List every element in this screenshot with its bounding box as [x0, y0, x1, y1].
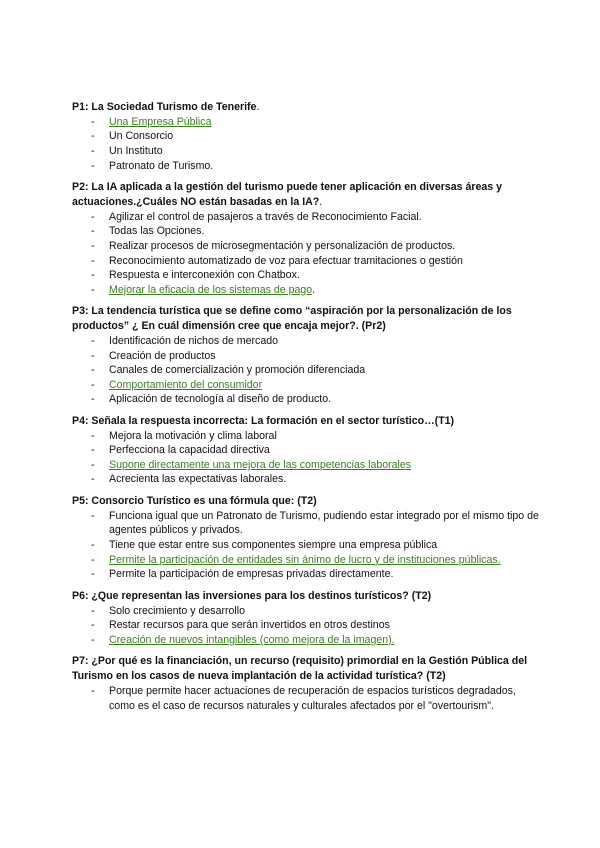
answer-option — [72, 129, 542, 144]
answer-text: Patronato de Turismo. — [109, 159, 214, 172]
question-title — [72, 180, 542, 210]
question-title-tail: . — [256, 101, 260, 113]
answer-text: Mejora la motivación y clima laboral — [109, 429, 277, 442]
answer-option — [72, 604, 542, 619]
question-block — [72, 414, 542, 487]
answer-list — [72, 684, 542, 713]
question-title-text: P4: Señala la respuesta incorrecta: La formación en el sector turístico…(T1) — [72, 414, 455, 427]
answer-option — [72, 224, 542, 239]
answer-option — [72, 458, 542, 473]
answer-option — [72, 268, 542, 283]
dash-bullet: - — [91, 539, 95, 552]
dash-bullet: - — [91, 685, 95, 697]
answer-option — [72, 239, 542, 254]
answer-text: Creación de productos — [109, 349, 216, 362]
dash-bullet: - — [91, 444, 95, 457]
answer-option — [72, 363, 542, 378]
question-title — [72, 654, 542, 684]
answer-option — [72, 144, 542, 159]
answer-text: Perfecciona la capacidad directiva — [109, 444, 270, 457]
dash-bullet: - — [91, 473, 95, 486]
dash-bullet: - — [91, 349, 95, 362]
dash-bullet: - — [91, 429, 95, 442]
answer-option — [72, 472, 542, 487]
answer-option — [72, 349, 542, 364]
answer-option — [72, 567, 542, 582]
question-block — [72, 304, 542, 407]
dash-bullet: - — [91, 159, 95, 172]
answer-list — [72, 210, 542, 298]
answer-text-correct: Una Empresa Pública — [109, 115, 212, 128]
dash-bullet: - — [91, 604, 95, 617]
answer-text: Un Instituto — [109, 144, 163, 157]
answer-text: Tiene que estar entre sus componentes siempre una empresa pública — [109, 539, 438, 552]
dash-bullet: - — [91, 458, 95, 471]
answer-list — [72, 509, 542, 582]
answer-text: Solo crecimiento y desarrollo — [109, 604, 246, 617]
dash-bullet: - — [91, 210, 95, 223]
answer-list — [72, 604, 542, 648]
answer-text: Realizar procesos de microsegmentación y personalización de productos. — [109, 239, 456, 252]
answer-option — [72, 538, 542, 553]
answer-option — [72, 684, 542, 713]
dash-bullet: - — [91, 509, 95, 522]
question-title-text: P5: Consorcio Turístico es una fórmula que: (T2) — [72, 495, 317, 508]
question-title — [72, 100, 542, 115]
answer-option — [72, 159, 542, 174]
answer-option — [72, 210, 542, 225]
answer-option — [72, 553, 542, 568]
question-title-text: P3: La tendencia turística que se define como “aspiración por la personalización de los productos” ¿ En cuál dimensión cree que encaja mejor?. (Pr2) — [72, 305, 512, 333]
dash-bullet: - — [91, 553, 95, 566]
dash-bullet: - — [91, 254, 95, 267]
dash-bullet: - — [91, 633, 95, 646]
answer-text: Reconocimiento automatizado de voz para efectuar tramitaciones o gestión — [109, 254, 463, 267]
answer-text-correct: Mejorar la eficacia de los sistemas de pago — [109, 283, 313, 296]
answer-option — [72, 254, 542, 269]
answer-text: Porque permite hacer actuaciones de recuperación de espacios turísticos degradados, como es el caso de recursos naturales y culturales afectados por el "overtourism". — [109, 685, 516, 712]
answer-option — [72, 392, 542, 407]
question-block — [72, 654, 542, 713]
dash-bullet: - — [91, 378, 95, 391]
question-title-text: P1: La Sociedad Turismo de Tenerife — [72, 101, 257, 113]
answer-option — [72, 633, 542, 648]
dash-bullet: - — [91, 130, 95, 143]
answer-option — [72, 334, 542, 349]
answer-option — [72, 115, 542, 130]
answer-text-correct: Creación de nuevos intangibles (como mejora de la imagen). — [109, 633, 395, 646]
answer-option — [72, 378, 542, 393]
answer-option — [72, 443, 542, 458]
answer-text: Permite la participación de empresas privadas directamente. — [109, 568, 394, 581]
answer-list — [72, 334, 542, 407]
dash-bullet: - — [91, 115, 95, 128]
answer-list — [72, 429, 542, 487]
dash-bullet: - — [91, 393, 95, 406]
question-title — [72, 589, 542, 604]
dash-bullet: - — [91, 568, 95, 581]
answer-text: Agilizar el control de pasajeros a través de Reconocimiento Facial. — [109, 210, 422, 223]
answer-text: Canales de comercialización y promoción diferenciada — [109, 364, 366, 377]
answer-text: Aplicación de tecnología al diseño de producto. — [109, 393, 332, 406]
dash-bullet: - — [91, 225, 95, 238]
question-block — [72, 180, 542, 297]
dash-bullet: - — [91, 144, 95, 157]
answer-text: Acrecienta las expectativas laborales. — [109, 473, 287, 486]
answer-text: Un Consorcio — [109, 130, 174, 143]
answer-option — [72, 429, 542, 444]
question-title — [72, 494, 542, 509]
answer-option — [72, 283, 542, 298]
dash-bullet: - — [91, 619, 95, 632]
answer-option — [72, 509, 542, 538]
dash-bullet: - — [91, 364, 95, 377]
question-title-text: P6: ¿Que representan las inversiones para los destinos turísticos? (T2) — [72, 589, 432, 602]
dash-bullet: - — [91, 269, 95, 282]
answer-text-correct: Comportamiento del consumidor — [109, 378, 263, 391]
answer-text: Funciona igual que un Patronato de Turismo, pudiendo estar integrado por el mismo tipo de agentes públicos y privados. — [109, 509, 539, 537]
question-title-text: P7: ¿Por qué es la financiación, un recurso (requisito) primordial en la Gestión Pública del Turismo en los casos de nueva implantación de la actividad turística? (T2) — [72, 655, 528, 683]
question-title — [72, 414, 542, 429]
question-title-tail: . — [319, 195, 323, 208]
answer-text-correct: Supone directamente una mejora de las competencias laborales — [109, 458, 412, 471]
answer-suffix: . — [312, 283, 316, 296]
question-title-text: P2: La IA aplicada a la gestión del turismo puede tener aplicación en diversas áreas y actuaciones.¿Cuáles NO están basadas en la IA? — [72, 181, 502, 208]
answer-option — [72, 618, 542, 633]
dash-bullet: - — [91, 334, 95, 347]
question-block — [72, 494, 542, 582]
question-block — [72, 589, 542, 648]
answer-text-correct: Permite la participación de entidades sin ánimo de lucro y de instituciones públicas. — [109, 553, 501, 566]
dash-bullet: - — [91, 239, 95, 252]
question-block — [72, 100, 542, 173]
answer-text: Restar recursos para que serán invertidos en otros destinos — [109, 619, 390, 632]
answer-text: Todas las Opciones. — [109, 225, 205, 238]
answer-text: Respuesta e interconexión con Chatbox. — [109, 269, 300, 282]
document-body — [72, 100, 542, 720]
dash-bullet: - — [91, 283, 95, 296]
answer-text: Identificación de nichos de mercado — [109, 334, 279, 347]
answer-list — [72, 115, 542, 173]
question-title — [72, 304, 542, 334]
